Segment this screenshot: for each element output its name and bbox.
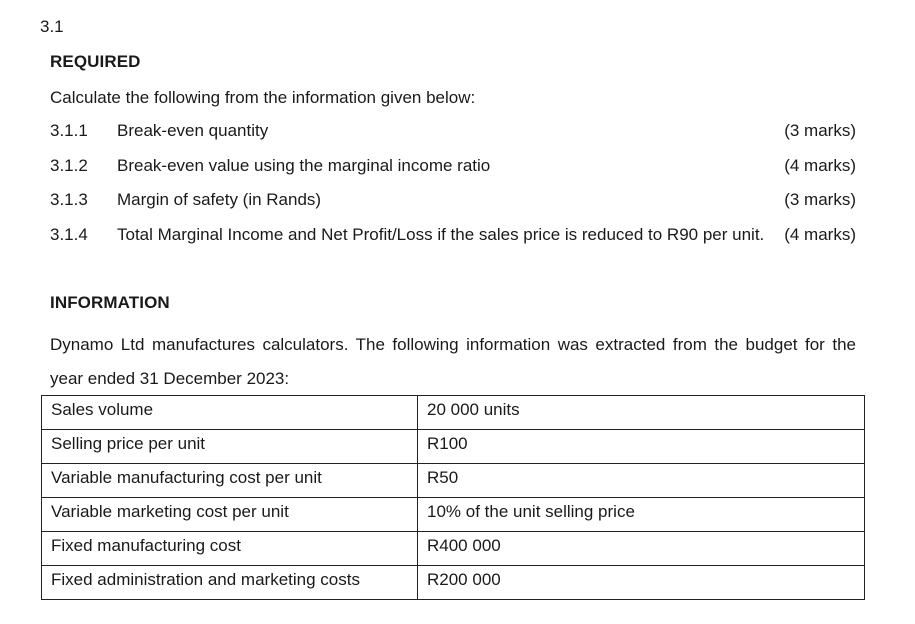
table-label: Variable marketing cost per unit <box>42 498 418 532</box>
table-row <box>42 396 865 430</box>
question-marks: (3 marks) <box>784 190 856 209</box>
table-value: R100 <box>418 430 865 464</box>
table-label: Fixed administration and marketing costs <box>42 566 418 600</box>
table-row <box>42 566 865 600</box>
question-row <box>50 190 856 214</box>
question-text: Break-even value using the marginal income ratio <box>117 156 491 175</box>
table-value: 10% of the unit selling price <box>418 498 865 532</box>
table-row <box>42 498 865 532</box>
table-label: Sales volume <box>42 396 418 430</box>
table-label: Fixed manufacturing cost <box>42 532 418 566</box>
table-label: Selling price per unit <box>42 430 418 464</box>
table-row <box>42 464 865 498</box>
table-label: Variable manufacturing cost per unit <box>42 464 418 498</box>
table-value: R400 000 <box>418 532 865 566</box>
table-value: 20 000 units <box>418 396 865 430</box>
question-row <box>50 156 856 180</box>
question-text: Break-even quantity <box>117 121 269 140</box>
required-intro: Calculate the following from the information given below: <box>50 88 476 107</box>
question-marks: (4 marks) <box>784 156 856 175</box>
question-number: 3.1.1 <box>50 121 88 140</box>
question-number: 3.1.4 <box>50 225 88 244</box>
information-table <box>41 395 865 600</box>
question-marks: (3 marks) <box>784 121 856 140</box>
question-number: 3.1.3 <box>50 190 88 209</box>
table-row <box>42 532 865 566</box>
question-row <box>50 225 856 249</box>
table-row <box>42 430 865 464</box>
table-value: R200 000 <box>418 566 865 600</box>
information-paragraph: Dynamo Ltd manufactures calculators. The following information was extracted from the budget for the year ended 31 December 2023: <box>50 335 856 388</box>
question-row <box>50 121 856 145</box>
information-heading: INFORMATION <box>50 293 170 312</box>
question-number: 3.1.2 <box>50 156 88 175</box>
question-text: Total Marginal Income and Net Profit/Loss if the sales price is reduced to R90 per unit. <box>117 225 765 244</box>
question-marks: (4 marks) <box>784 225 856 244</box>
question-text: Margin of safety (in Rands) <box>117 190 322 209</box>
table-value: R50 <box>418 464 865 498</box>
section-number: 3.1 <box>40 17 64 36</box>
required-heading: REQUIRED <box>50 52 141 71</box>
